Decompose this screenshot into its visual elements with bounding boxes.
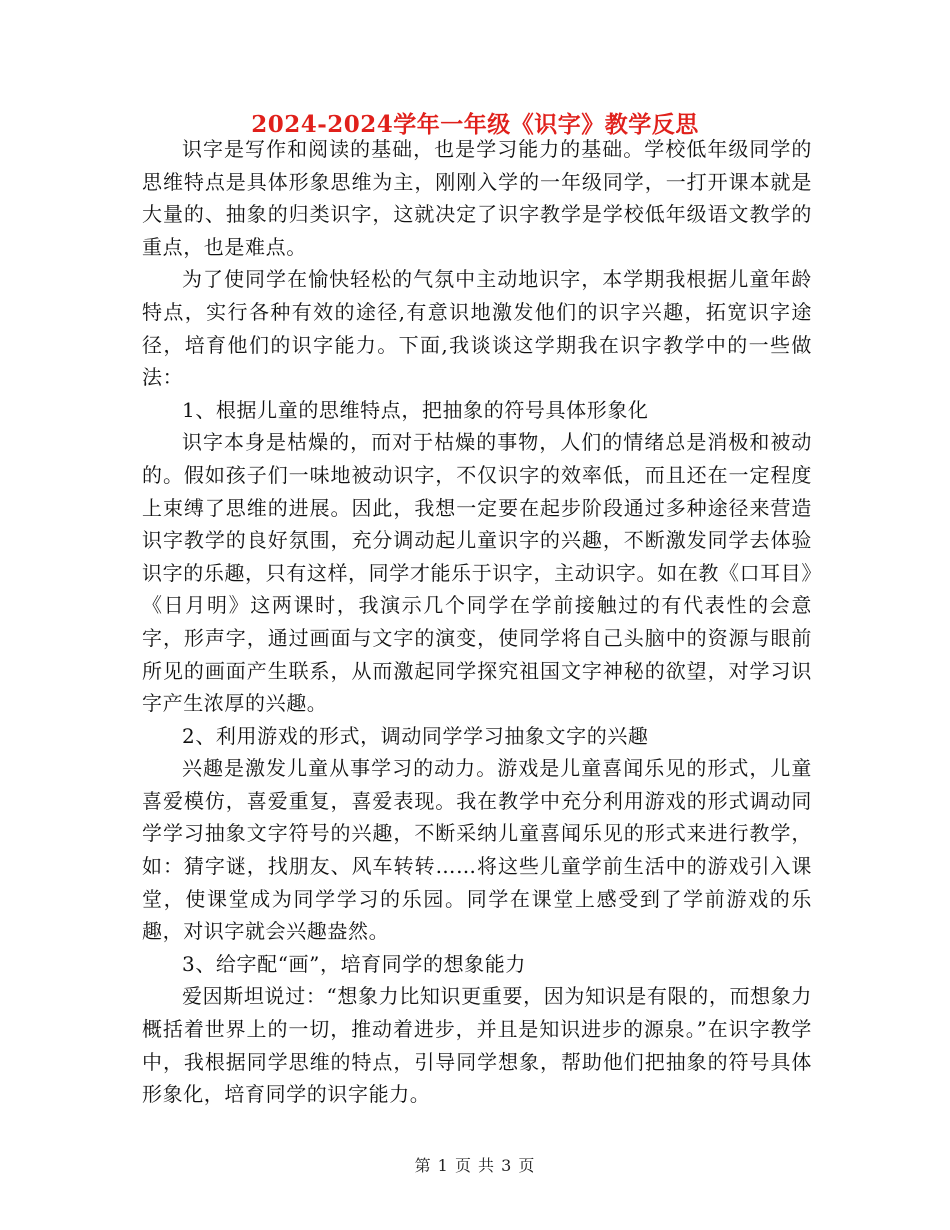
page-footer: 第 1 页 共 3 页 <box>414 1156 536 1175</box>
page-title: 2024-2024学年一年级《识字》教学反思 <box>251 111 699 138</box>
paragraph-intro: 识字是写作和阅读的基础，也是学习能力的基础。学校低年级同学的思维特点是具体形象思维为主，刚刚入学的一年级同学，一打开课本就是大量的、抽象的归类识字，这就决定了识字教学是学校低年级语文教学的重点，也是难点。 <box>142 137 812 259</box>
section-heading-1: 1、根据儿童的思维特点，把抽象的符号具体形象化 <box>182 397 649 422</box>
section-heading-3: 3、给字配“画”，培育同学的想象能力 <box>182 951 526 976</box>
paragraph-section-2: 兴趣是激发儿童从事学习的动力。游戏是儿童喜闻乐见的形式，儿童喜爱模仿，喜爱重复，喜爱表现。我在教学中充分利用游戏的形式调动同学学习抽象文字符号的兴趣，不断采纳儿童喜闻乐见的形式来进行教学，如：猜字谜，找朋友、风车转转……将这些儿童学前生活中的游戏引入课堂，使课堂成为同学学习的乐园。同学在课堂上感受到了学前游戏的乐趣，对识字就会兴趣盎然。 <box>142 756 812 944</box>
section-heading-2: 2、利用游戏的形式，调动同学学习抽象文字的兴趣 <box>182 723 649 748</box>
paragraph-section-3: 爱因斯坦说过：“想象力比知识更重要，因为知识是有限的，而想象力概括着世界上的一切，推动着进步，并且是知识进步的源泉。”在识字教学中，我根据同学思维的特点，引导同学想象，帮助他们把抽象的符号具体形象化，培育同学的识字能力。 <box>142 984 812 1107</box>
document-body <box>142 133 812 1111</box>
paragraph-section-1: 识字本身是枯燥的，而对于枯燥的事物，人们的情绪总是消极和被动的。假如孩子们一味地被动识字，不仅识字的效率低，而且还在一定程度上束缚了思维的进展。因此，我想一定要在起步阶段通过多种途径来营造识字教学的良好氛围，充分调动起儿童识字的兴趣，不断激发同学去体验识字的乐趣，只有这样，同学才能乐于识字，主动识字。如在教《口耳目》《日月明》这两课时，我演示几个同学在学前接触过的有代表性的会意字，形声字，通过画面与文字的演变，使同学将自己头脑中的资源与眼前所见的画面产生联系，从而激起同学探究祖国文字神秘的欲望，对学习识字产生浓厚的兴趣。 <box>142 430 812 716</box>
paragraph-purpose: 为了使同学在愉快轻松的气氛中主动地识字，本学期我根据儿童年龄特点，实行各种有效的途径,有意识地激发他们的识字兴趣，拓宽识字途径，培育他们的识字能力。下面,我谈谈这学期我在识字教学中的一些做法： <box>142 267 812 390</box>
